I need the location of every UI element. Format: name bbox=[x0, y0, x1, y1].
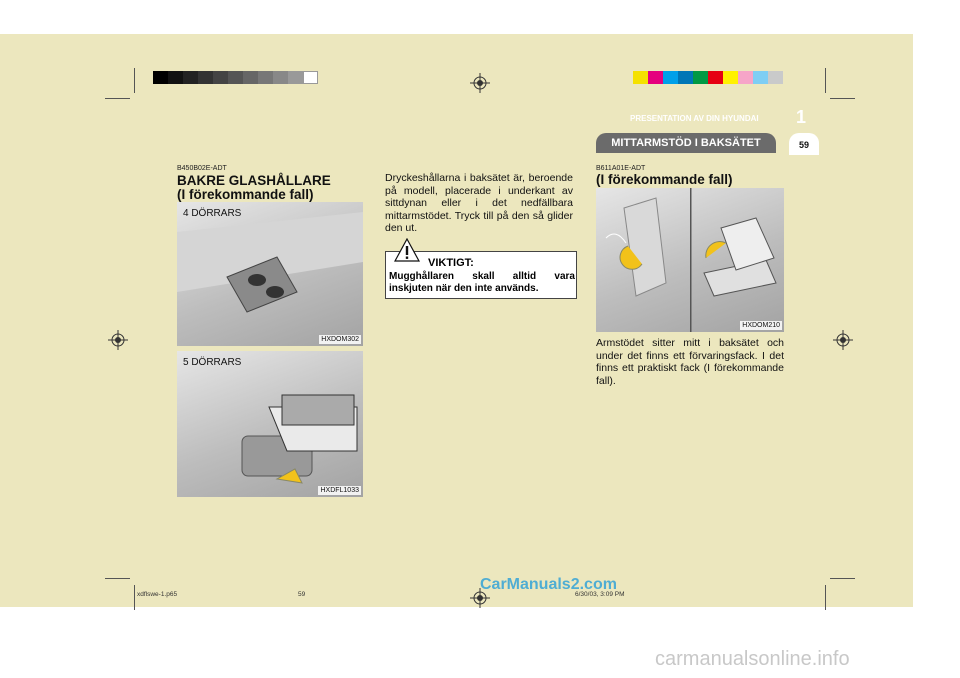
armrest-storage-illustration bbox=[596, 188, 784, 332]
warning-title: VIKTIGT: bbox=[428, 257, 474, 269]
crop-mark bbox=[825, 68, 826, 93]
chapter-number: 1 bbox=[796, 107, 807, 127]
photo-caption: HXDOM210 bbox=[742, 322, 780, 329]
cupholder-paragraph: Dryckeshållarna i baksätet är, beroende på modell, placerade i underkant av sittdynan eller i det nedfällbara mittarmstödet. Tryck till på den så glider den ut. bbox=[385, 172, 573, 234]
crop-mark bbox=[105, 98, 130, 99]
registration-mark-icon bbox=[833, 330, 853, 350]
section-code: B611A01E-ADT bbox=[596, 165, 646, 172]
section-title: PRESENTATION AV DIN HYUNDAI bbox=[630, 114, 759, 123]
crop-mark bbox=[134, 585, 135, 610]
photo-caption: HXDFL1033 bbox=[320, 487, 359, 494]
crop-mark bbox=[830, 98, 855, 99]
crop-mark bbox=[134, 68, 135, 93]
footer-timestamp: 6/30/03, 3:09 PM bbox=[575, 591, 625, 598]
page-number: 59 bbox=[789, 133, 819, 155]
armrest-paragraph: Armstödet sitter mitt i baksätet och under det finns ett förvaringsfack. I det finns ett praktiskt fack (I förekommande fall). bbox=[596, 337, 784, 387]
photo-label: 4 DÖRRARS bbox=[183, 208, 242, 219]
footer-page: 59 bbox=[298, 591, 306, 598]
registration-mark-icon bbox=[108, 330, 128, 350]
photo-armrest bbox=[596, 188, 784, 332]
registration-mark-icon bbox=[470, 73, 490, 93]
color-bar bbox=[633, 71, 783, 84]
photo-5-door-cupholder bbox=[177, 351, 363, 497]
crop-mark bbox=[830, 578, 855, 579]
section-code: B450B02E-ADT bbox=[177, 165, 227, 172]
crop-mark bbox=[825, 585, 826, 610]
warning-text: Mugghållaren skall alltid vara inskjuten när den inte används. bbox=[389, 271, 575, 294]
photo-caption: HXDOM302 bbox=[321, 336, 359, 343]
grayscale-bar bbox=[153, 71, 318, 84]
crop-mark bbox=[105, 578, 130, 579]
warning-box bbox=[385, 251, 577, 299]
section-subheading: (I förekommande fall) bbox=[177, 187, 314, 202]
section-heading: (I förekommande fall) bbox=[596, 172, 733, 187]
site-watermark: carmanualsonline.info bbox=[655, 648, 850, 670]
section-tab: MITTARMSTÖD I BAKSÄTET bbox=[596, 133, 776, 153]
section-heading: BAKRE GLASHÅLLARE bbox=[177, 173, 331, 188]
warning-triangle-icon bbox=[394, 238, 420, 262]
armrest-illustration bbox=[177, 351, 363, 497]
cupholder-illustration bbox=[177, 202, 363, 346]
photo-4-door-cupholder bbox=[177, 202, 363, 346]
photo-label: 5 DÖRRARS bbox=[183, 357, 242, 368]
footer-file-name: xdflswe-1.p65 bbox=[137, 591, 178, 598]
carmanuals-watermark: CarManuals2.com bbox=[480, 576, 617, 593]
